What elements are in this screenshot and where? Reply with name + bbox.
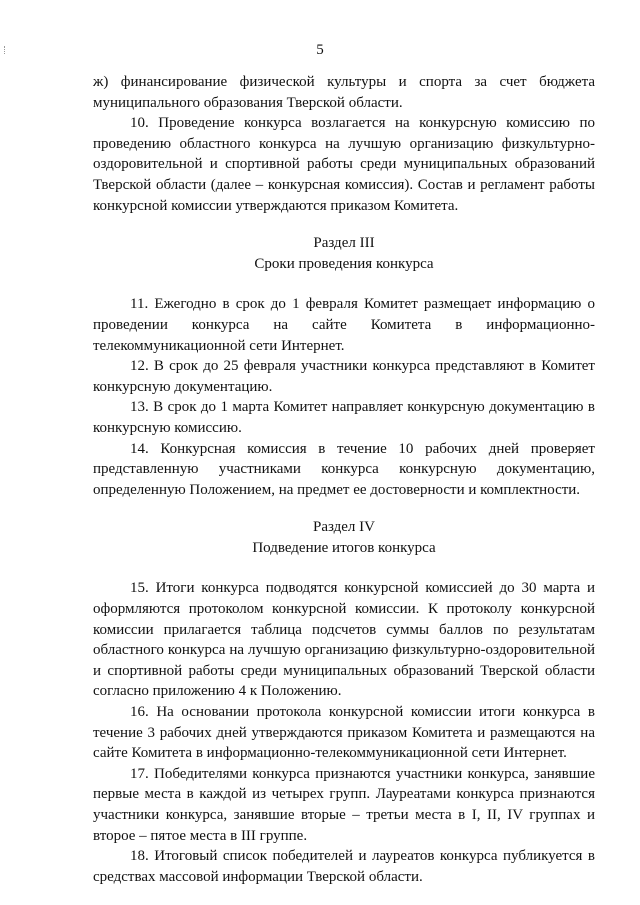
spacer (93, 216, 595, 233)
paragraph-18: 18. Итоговый список победителей и лауреатов конкурса публикуется в средствах массовой информации Тверской области. (93, 848, 595, 885)
paragraph-17: 17. Победителями конкурса признаются участники конкурса, занявшие первые места в каждой из четырех групп. Лауреатами конкурса признаются участники конкурса, занявшие вторые – третьи места в I, II, IV группах и второе – пятое места в III группе. (93, 765, 595, 844)
paragraph-11: 11. Ежегодно в срок до 1 февраля Комитет размещает информацию о проведении конкурса на сайте Комитета в информационно-телекоммуникационной сети Интернет. (93, 296, 595, 354)
spacer (93, 558, 595, 578)
section-4-title: Подведение итогов конкурса (252, 539, 436, 556)
document-body (93, 72, 595, 887)
paragraph-item-zh: ж) финансирование физической культуры и спорта за счет бюджета муниципального образования Тверской области. (93, 74, 595, 111)
page-number: 5 (316, 42, 324, 58)
paragraph-16: 16. На основании протокола конкурсной комиссии итоги конкурса в течение 3 рабочих дней утверждаются приказом Комитета и размещаются на сайте Комитета в информационно-телекоммуникационной сети Интернет. (93, 704, 595, 762)
section-4-label: Раздел IV (312, 519, 375, 536)
paragraph-14: 14. Конкурсная комиссия в течение 10 рабочих дней проверяет представленную участниками конкурса конкурсную документацию, определенную Положением, на предмет ее достоверности и комплектности. (93, 440, 595, 498)
spacer (93, 500, 595, 517)
section-3-label: Раздел III (313, 235, 375, 252)
paragraph-10: 10. Проведение конкурса возлагается на конкурсную комиссию по проведению областного конкурса на лучшую организацию физкультурно-оздоровительной и спортивной работы среди муниципальных образований Тверской области (далее – конкурсная комиссия). Состав и регламент работы конкурсной комиссии утверждаются приказом Комитета. (93, 115, 595, 214)
paragraph-12: 12. В срок до 25 февраля участники конкурса представляют в Комитет конкурсную документацию. (93, 358, 595, 395)
section-3-title: Сроки проведения конкурса (254, 255, 434, 272)
spacer (93, 274, 595, 294)
paragraph-13: 13. В срок до 1 марта Комитет направляет конкурсную документацию в конкурсную комиссию. (93, 399, 595, 436)
paragraph-15: 15. Итоги конкурса подводятся конкурсной комиссией до 30 марта и оформляются протоколом конкурсной комиссии. К протоколу конкурсной комиссии прилагается таблица подсчетов суммы баллов по результатам областного конкурса на лучшую организацию физкультурно-оздоровительной и спортивной работы среди муниципальных образований Тверской области согласно приложению 4 к Положению. (93, 580, 595, 700)
